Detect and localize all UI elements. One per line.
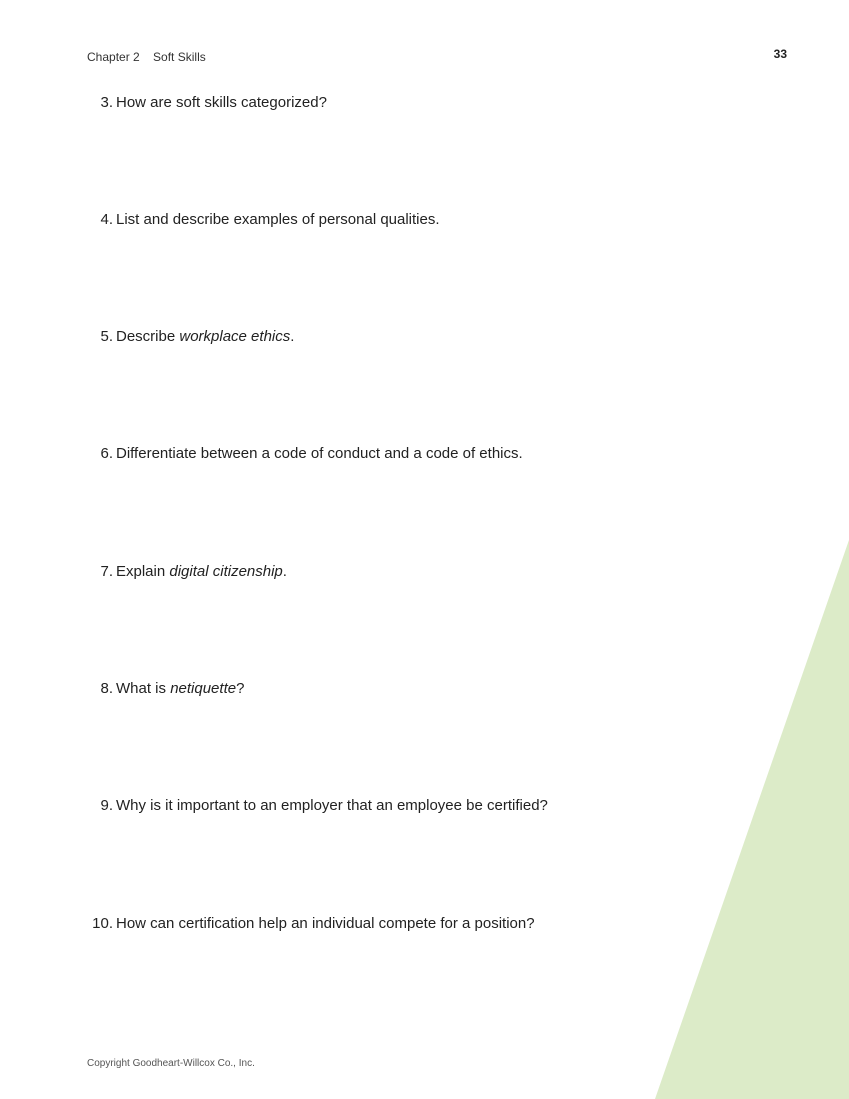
question-text: Why is it important to an employer that an employee be certified? <box>116 797 548 814</box>
question-number: 10. <box>92 915 113 932</box>
question-number: 6. <box>100 445 113 462</box>
question-text: List and describe examples of personal qualities. <box>116 211 440 228</box>
question-number: 9. <box>100 797 113 814</box>
question-number: 4. <box>100 211 113 228</box>
question-10 <box>80 915 680 933</box>
emphasized-term: workplace ethics <box>179 328 291 345</box>
question-number: 5. <box>100 328 113 345</box>
question-5 <box>80 328 680 346</box>
question-3 <box>80 94 680 112</box>
question-text: What is netiquette? <box>116 680 245 697</box>
question-number: 7. <box>100 563 113 580</box>
chapter-label: Chapter 2 <box>87 50 140 64</box>
question-text: How are soft skills categorized? <box>116 94 327 111</box>
emphasized-term: netiquette <box>170 680 237 697</box>
question-8 <box>80 680 680 698</box>
question-number: 3. <box>100 94 113 111</box>
copyright-notice: Copyright Goodheart-Willcox Co., Inc. <box>87 1058 255 1069</box>
question-4 <box>80 211 680 229</box>
question-9 <box>80 797 680 815</box>
question-text: How can certification help an individual compete for a position? <box>116 915 535 932</box>
question-6 <box>80 445 680 463</box>
question-text: Explain digital citizenship. <box>116 563 287 580</box>
running-head <box>87 50 206 64</box>
question-text: Differentiate between a code of conduct and a code of ethics. <box>116 445 523 462</box>
page-number: 33 <box>773 47 787 61</box>
section-label: Soft Skills <box>153 50 206 64</box>
emphasized-term: digital citizenship <box>169 563 283 580</box>
question-7 <box>80 563 680 581</box>
question-text: Describe workplace ethics. <box>116 328 295 345</box>
question-number: 8. <box>100 680 113 697</box>
